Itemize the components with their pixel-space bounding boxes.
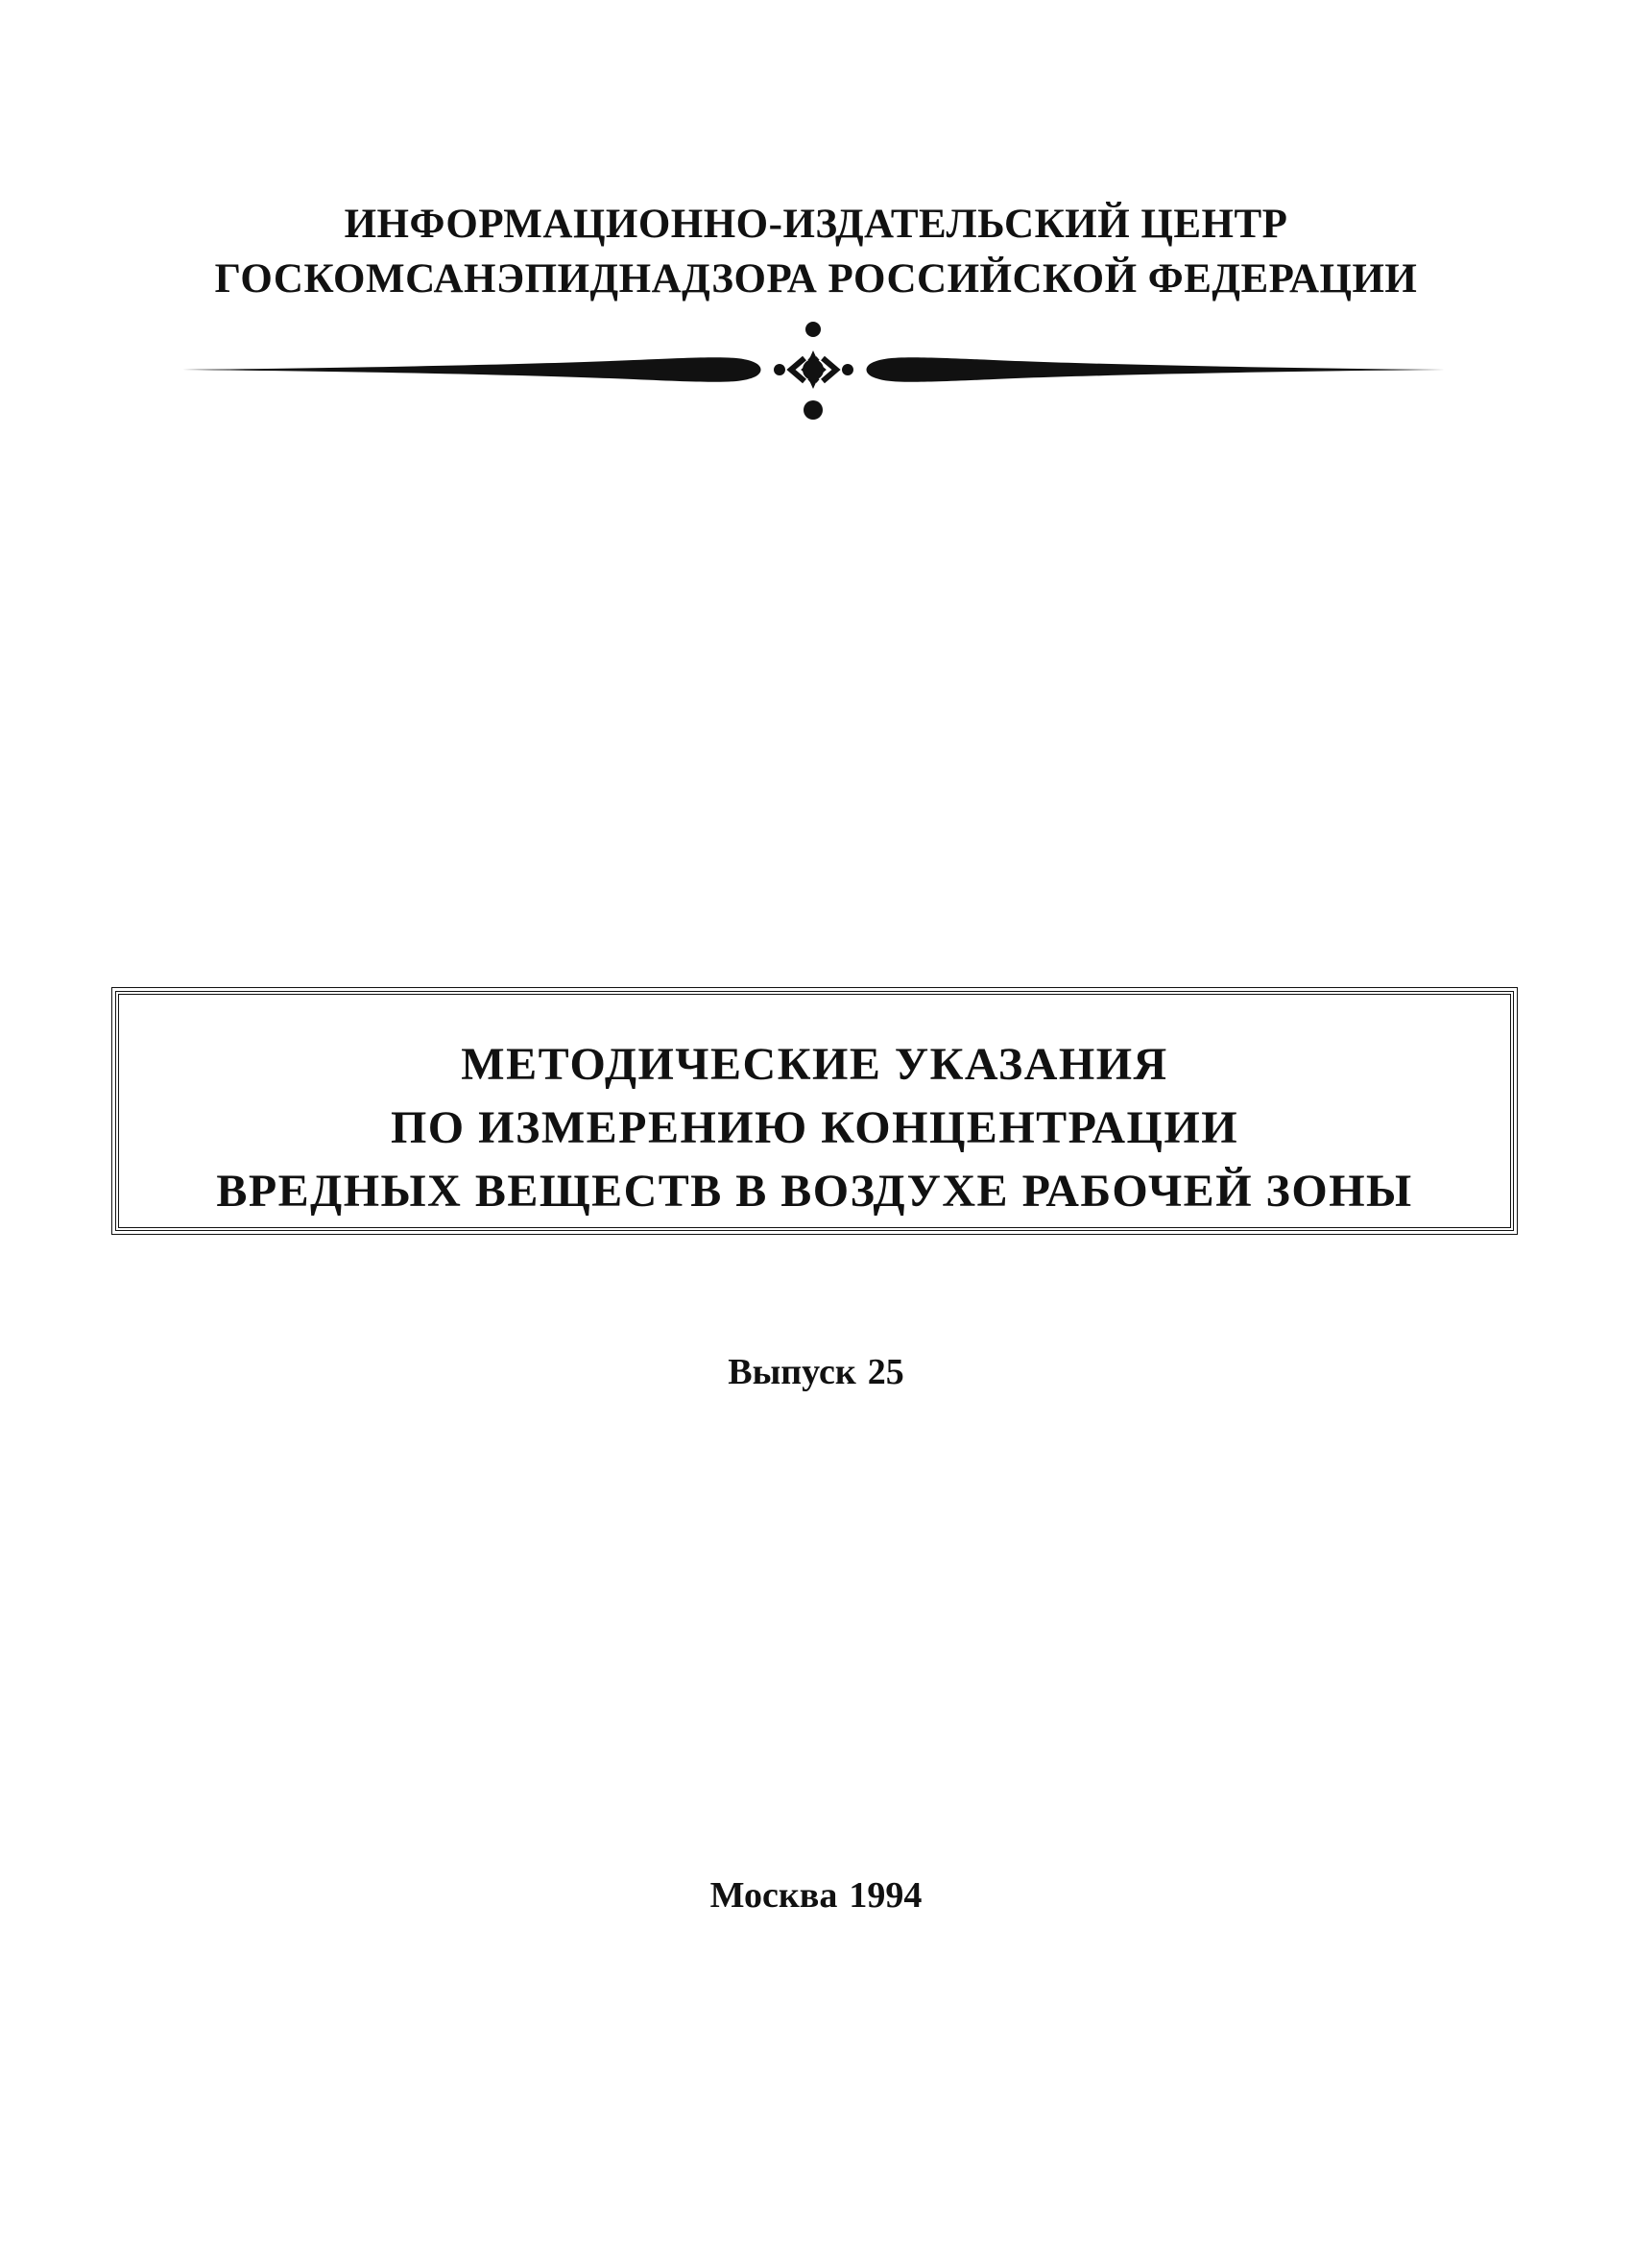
imprint <box>0 1872 1632 1918</box>
issue-number: 25 <box>867 1352 904 1392</box>
title-frame <box>115 991 1514 1231</box>
imprint-year: 1994 <box>849 1875 923 1916</box>
title-line-2: ПО ИЗМЕРЕНИЮ КОНЦЕНТРАЦИИ <box>390 1102 1239 1153</box>
title-line-3: ВРЕДНЫХ ВЕЩЕСТВ В ВОЗДУХЕ РАБОЧЕЙ ЗОНЫ <box>216 1166 1413 1217</box>
publisher-line-1: ИНФОРМАЦИОННО-ИЗДАТЕЛЬСКИЙ ЦЕНТР <box>344 202 1288 247</box>
publisher-header <box>0 197 1632 306</box>
publisher-line-2: ГОСКОМСАНЭПИДНАДЗОРА РОССИЙСКОЙ ФЕДЕРАЦИИ <box>214 256 1418 302</box>
issue-label <box>0 1349 1632 1395</box>
issue-word: Выпуск <box>728 1352 856 1392</box>
imprint-city: Москва <box>709 1875 838 1916</box>
document-title <box>119 1033 1510 1223</box>
title-line-1: МЕТОДИЧЕСКИЕ УКАЗАНИЯ <box>461 1039 1168 1090</box>
decorative-divider-icon <box>182 312 1445 427</box>
